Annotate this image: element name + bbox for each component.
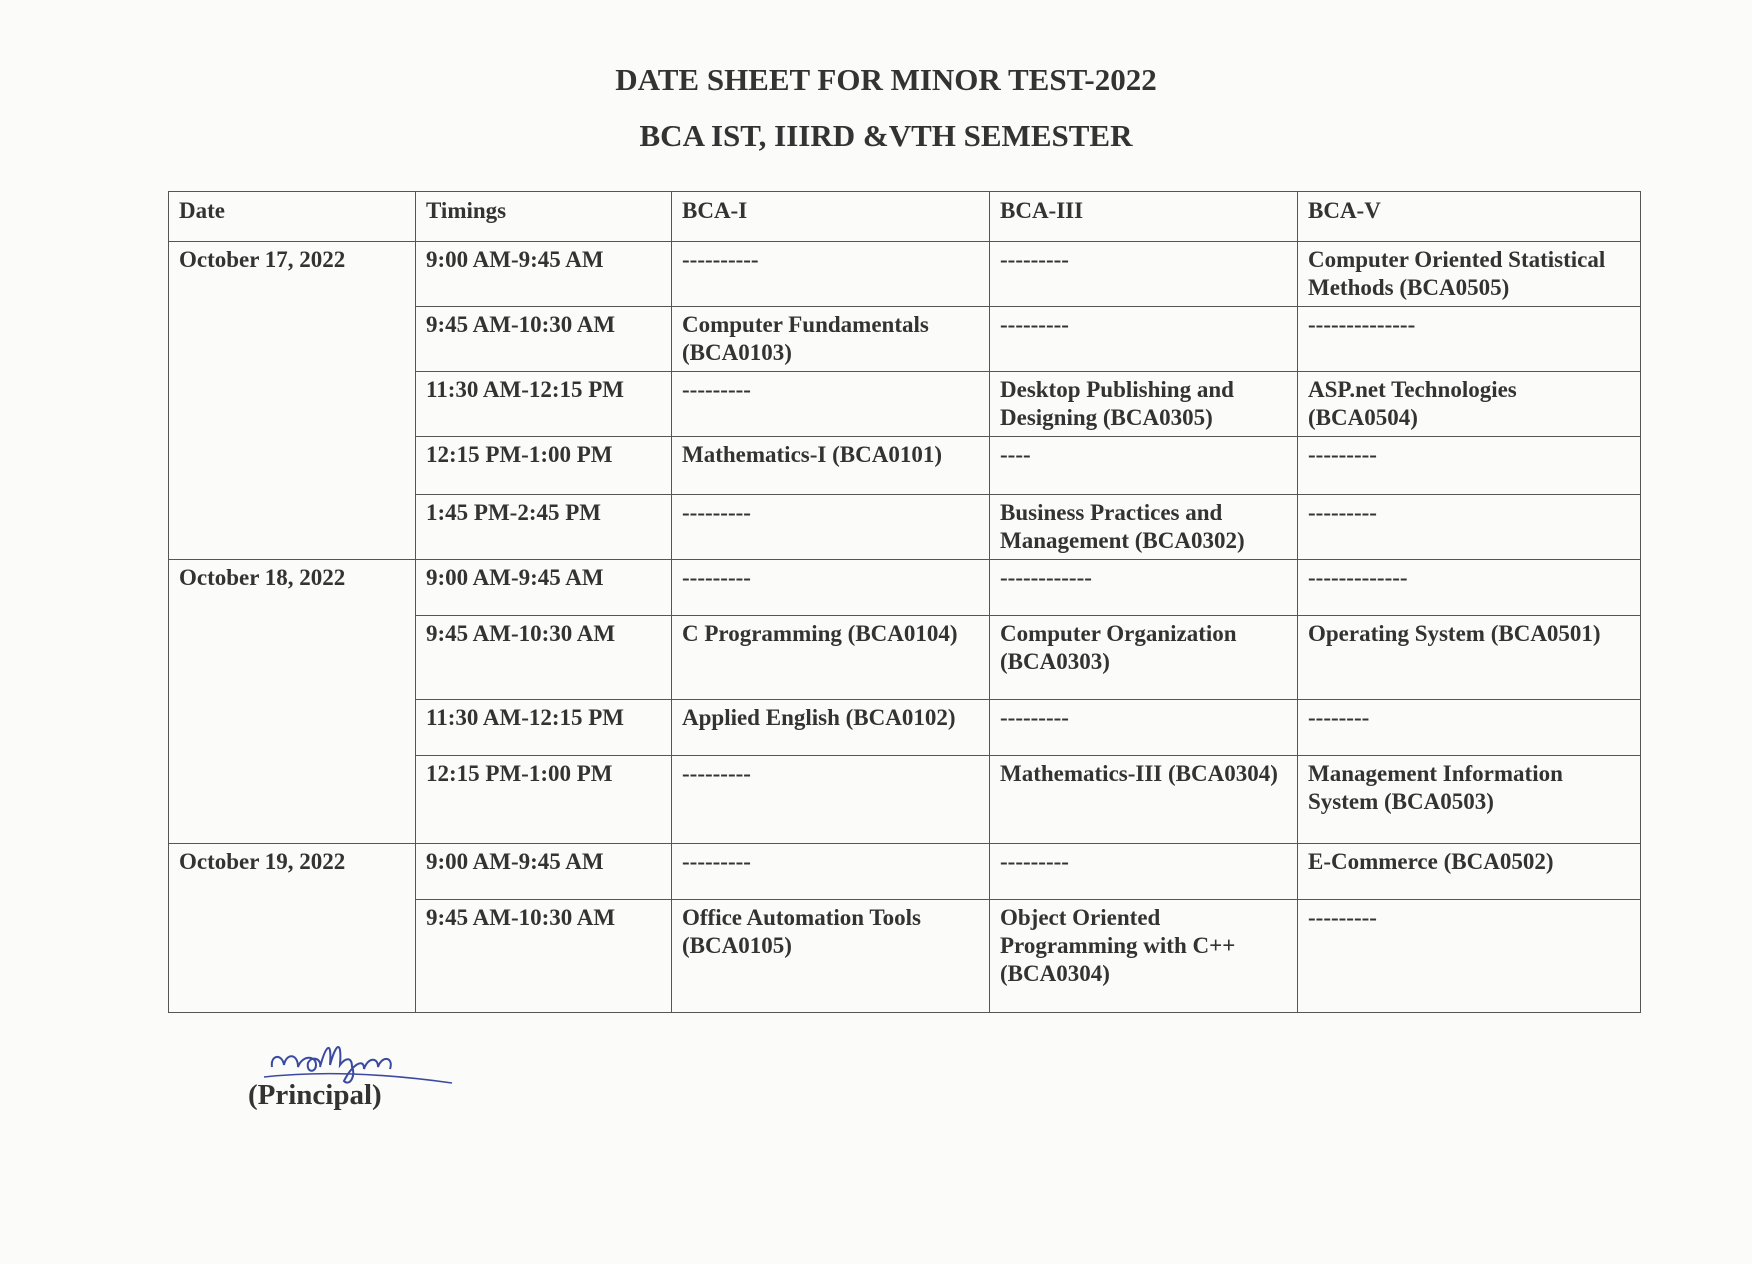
timing-cell: 9:45 AM-10:30 AM	[416, 307, 672, 372]
page-subtitle: BCA IST, IIIRD &VTH SEMESTER	[639, 118, 1133, 153]
bca5-cell: --------	[1298, 700, 1641, 756]
bca5-cell: -------------	[1298, 560, 1641, 616]
bca5-cell: --------------	[1298, 307, 1641, 372]
timing-cell: 9:00 AM-9:45 AM	[416, 242, 672, 307]
bca1-cell: ---------	[672, 756, 990, 844]
bca3-cell: ---------	[990, 242, 1298, 307]
bca1-cell: Mathematics-I (BCA0101)	[672, 437, 990, 495]
bca1-cell: ---------	[672, 560, 990, 616]
bca5-cell: ---------	[1298, 437, 1641, 495]
bca3-cell: ------------	[990, 560, 1298, 616]
date-cell: October 19, 2022	[169, 844, 416, 1013]
date-cell: October 17, 2022	[169, 242, 416, 560]
timing-cell: 11:30 AM-12:15 PM	[416, 372, 672, 437]
page-title: DATE SHEET FOR MINOR TEST-2022	[615, 62, 1157, 97]
bca5-cell: E-Commerce (BCA0502)	[1298, 844, 1641, 900]
bca1-cell: Office Automation Tools (BCA0105)	[672, 900, 990, 1013]
bca1-cell: Applied English (BCA0102)	[672, 700, 990, 756]
bca1-cell: C Programming (BCA0104)	[672, 616, 990, 700]
table-row	[169, 844, 1641, 900]
bca3-cell: Business Practices and Management (BCA0302)	[990, 495, 1298, 560]
bca5-cell: Computer Oriented Statistical Methods (BCA0505)	[1298, 242, 1641, 307]
bca1-cell: ---------	[672, 495, 990, 560]
timing-cell: 9:00 AM-9:45 AM	[416, 844, 672, 900]
bca1-cell: Computer Fundamentals (BCA0103)	[672, 307, 990, 372]
bca1-cell: ---------	[672, 844, 990, 900]
timing-cell: 11:30 AM-12:15 PM	[416, 700, 672, 756]
signature-block	[248, 1025, 448, 1135]
column-header-timings: Timings	[416, 192, 672, 242]
timing-cell: 12:15 PM-1:00 PM	[416, 437, 672, 495]
bca3-cell: ---------	[990, 700, 1298, 756]
bca3-cell: ---------	[990, 307, 1298, 372]
column-header-bca3: BCA-III	[990, 192, 1298, 242]
bca3-cell: Desktop Publishing and Designing (BCA0305)	[990, 372, 1298, 437]
bca5-cell: Operating System (BCA0501)	[1298, 616, 1641, 700]
signer-title: (Principal)	[248, 1079, 382, 1111]
timing-cell: 9:45 AM-10:30 AM	[416, 616, 672, 700]
date-cell: October 18, 2022	[169, 560, 416, 844]
column-header-date: Date	[169, 192, 416, 242]
timing-cell: 1:45 PM-2:45 PM	[416, 495, 672, 560]
bca5-cell: ASP.net Technologies (BCA0504)	[1298, 372, 1641, 437]
bca5-cell: Management Information System (BCA0503)	[1298, 756, 1641, 844]
bca3-cell: Computer Organization (BCA0303)	[990, 616, 1298, 700]
bca5-cell: ---------	[1298, 900, 1641, 1013]
header-row	[169, 192, 1641, 242]
bca3-cell: Object Oriented Programming with C++ (BCA0304)	[990, 900, 1298, 1013]
bca3-cell: ---------	[990, 844, 1298, 900]
timing-cell: 12:15 PM-1:00 PM	[416, 756, 672, 844]
bca1-cell: ---------	[672, 372, 990, 437]
column-header-bca5: BCA-V	[1298, 192, 1641, 242]
bca3-cell: Mathematics-III (BCA0304)	[990, 756, 1298, 844]
timing-cell: 9:45 AM-10:30 AM	[416, 900, 672, 1013]
bca3-cell: ----	[990, 437, 1298, 495]
table-row	[169, 560, 1641, 616]
column-header-bca1: BCA-I	[672, 192, 990, 242]
bca5-cell: ---------	[1298, 495, 1641, 560]
date-sheet-table	[168, 191, 1641, 1013]
table-row	[169, 242, 1641, 307]
timing-cell: 9:00 AM-9:45 AM	[416, 560, 672, 616]
bca1-cell: ----------	[672, 242, 990, 307]
